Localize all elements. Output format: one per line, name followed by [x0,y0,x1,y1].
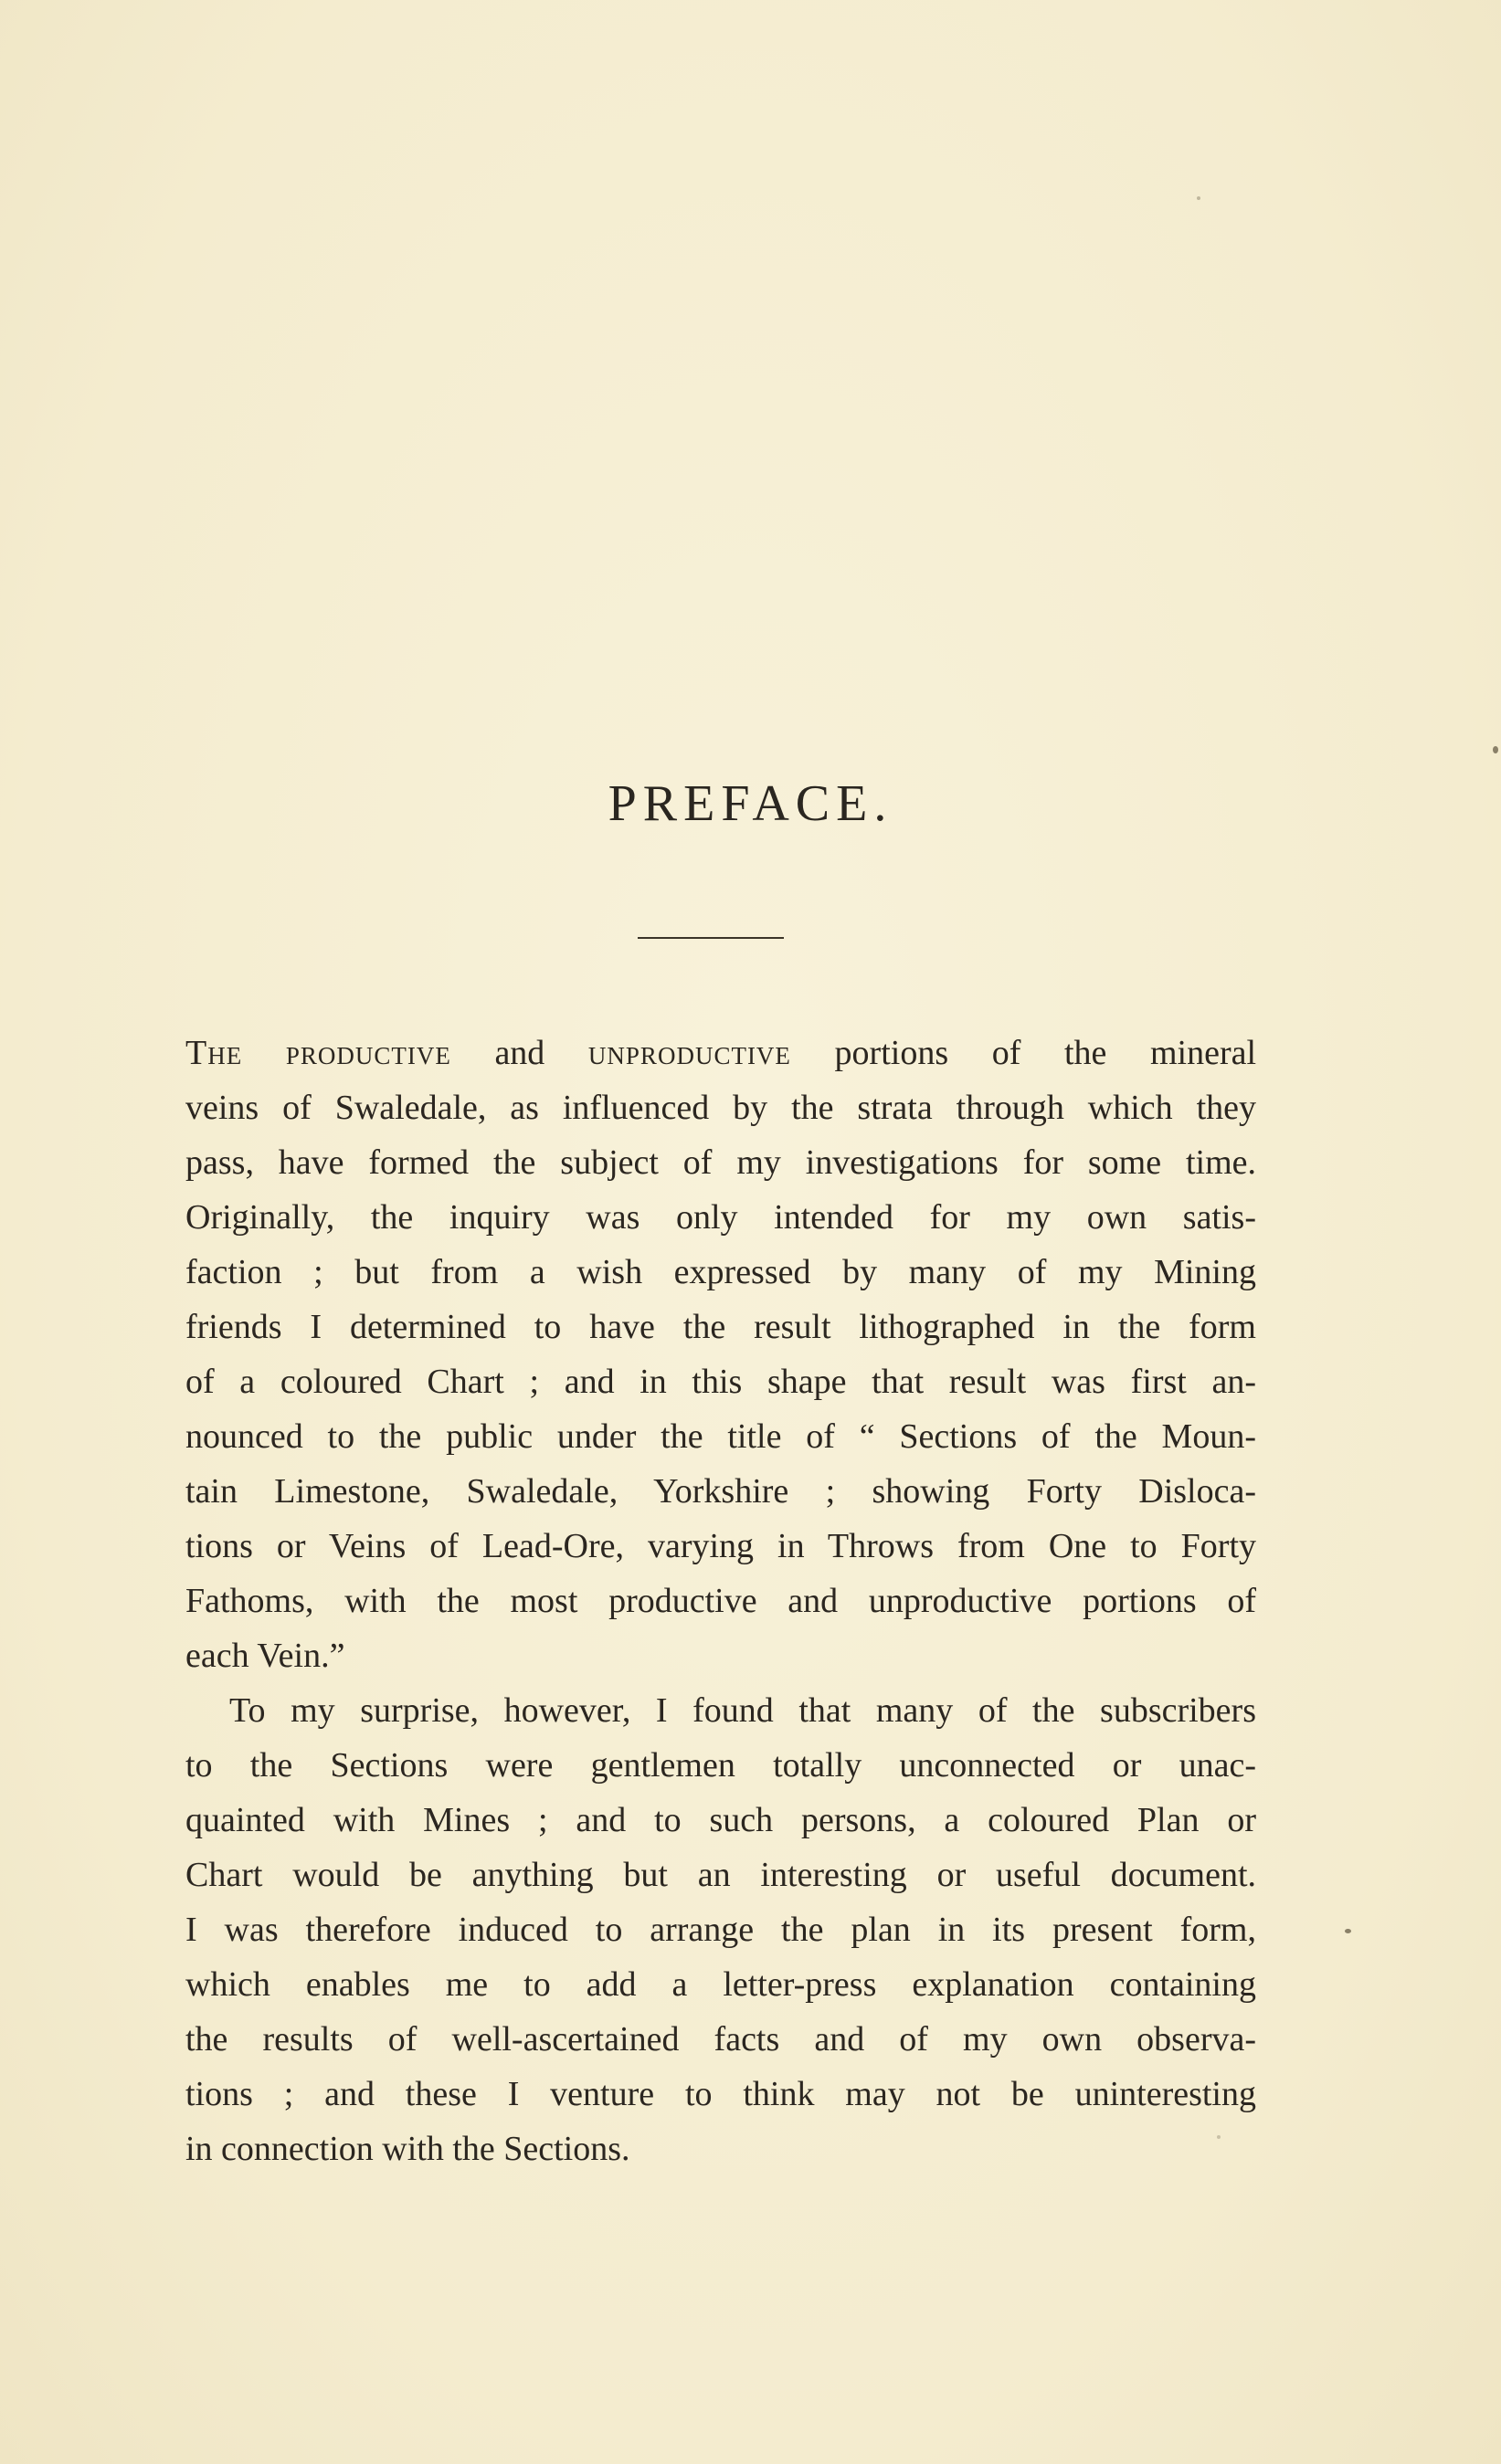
text-line: faction ; but from a wish expressed by many of my Mining [185,1253,1256,1291]
paper-speck [1493,746,1498,753]
text-line: to the Sections were gentlemen totally unconnected or unac- [185,1746,1256,1785]
page-title: PREFACE. [608,775,893,832]
text-line: I was therefore induced to arrange the plan in its present form, [185,1911,1256,1949]
title-divider [638,937,784,939]
small-caps-word: productive [285,1034,451,1072]
paper-speck [1345,1929,1351,1933]
text-line: To my surprise, however, I found that many of the subscribers [229,1691,1256,1730]
text-word: and [494,1034,545,1072]
text-line: tions ; and these I venture to think may not be uninteresting [185,2075,1256,2113]
small-caps-word: unproductive [587,1034,791,1072]
text-line: each Vein.” [185,1637,345,1675]
text-line: nounced to the public under the title of “ Sections of the Moun- [185,1417,1256,1456]
text-line: in connection with the Sections. [185,2130,630,2168]
text-line: the results of well-ascertained facts and of my own observa- [185,2020,1256,2059]
small-caps-word: The [185,1034,243,1072]
text-line: which enables me to add a letter-press explanation containing [185,1965,1256,2004]
text-fragment: portions of the mineral [834,1034,1257,1072]
text-line: Chart would be anything but an interesting or useful document. [185,1856,1256,1894]
text-line: friends I determined to have the result lithographed in the form [185,1308,1256,1346]
text-line: Originally, the inquiry was only intended for my own satis- [185,1198,1256,1237]
text-line: tions or Veins of Lead-Ore, varying in Throws from One to Forty [185,1527,1256,1565]
text-line: Fathoms, with the most productive and unproductive portions of [185,1582,1256,1620]
text-line: pass, have formed the subject of my investigations for some time. [185,1143,1256,1182]
text-line: quainted with Mines ; and to such persons, a coloured Plan or [185,1801,1256,1839]
text-line: tain Limestone, Swaledale, Yorkshire ; showing Forty Disloca- [185,1472,1256,1511]
paper-speck [1197,196,1200,200]
text-line [185,1026,1256,1080]
text-line: veins of Swaledale, as influenced by the strata through which they [185,1089,1256,1127]
preface-body [185,1026,1256,2176]
paper-speck [1217,2135,1221,2139]
text-line: of a coloured Chart ; and in this shape that result was first an- [185,1363,1256,1401]
